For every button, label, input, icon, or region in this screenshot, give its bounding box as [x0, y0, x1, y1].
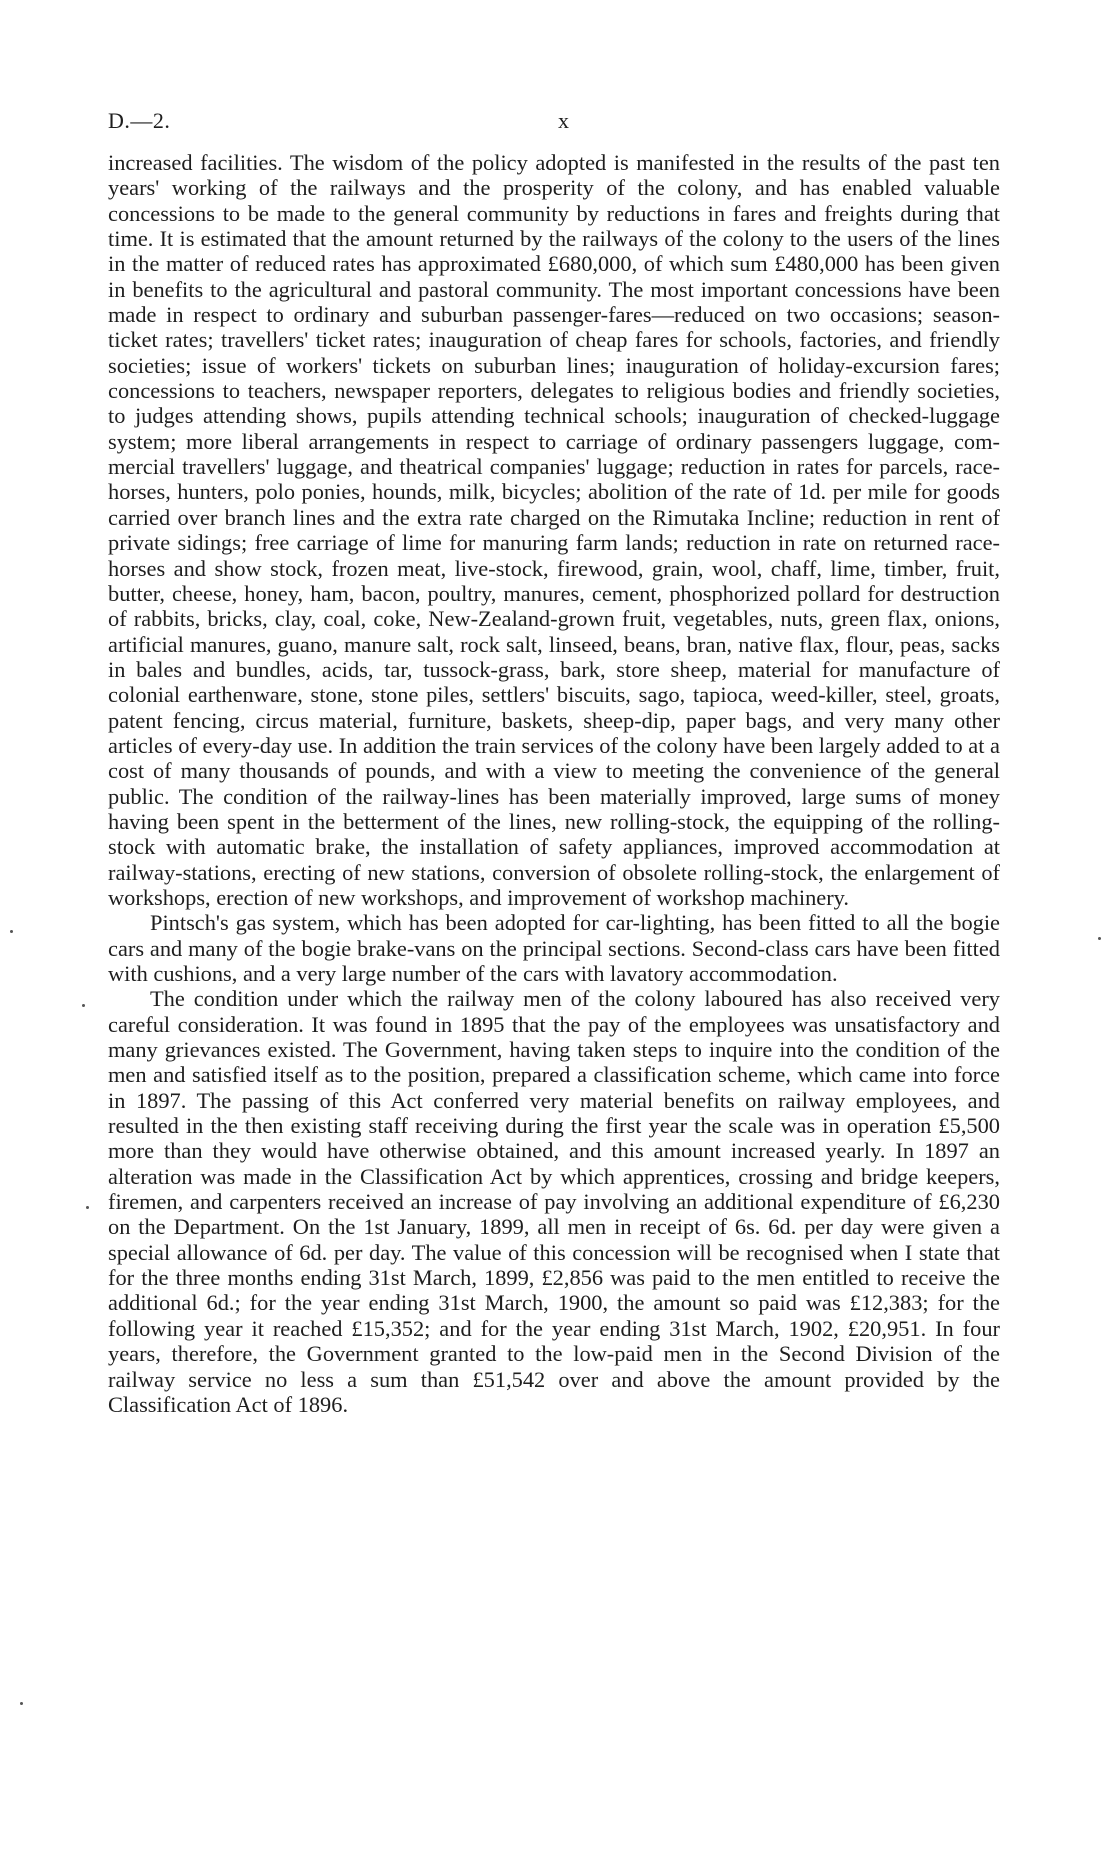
page-header: [108, 108, 1000, 138]
scan-speck: [10, 930, 13, 933]
scan-speck: [20, 1702, 23, 1705]
body-text: [108, 150, 1000, 1417]
document-reference: D.—2.: [108, 108, 171, 133]
scan-speck: [82, 1004, 85, 1007]
paragraph-railway-men: The condition under which the railway men of the colony laboured has also received very careful consideration. It was found in 1895 that the pay of the employees was unsatisfactory and many grievances existed. The Government, having taken steps to inquire into the condition of the men and satisfied itself as to the position, prepared a classification scheme, which came into force in 1897. The passing of this Act conferred very material benefits on railway employees, and resulted in the then existing staff receiving during the first year the scale was in operation £5,500 more than they would have otherwise obtained, and this amount increased yearly. In 1897 an alteration was made in the Classification Act by which apprentices, crossing and bridge keepers, firemen, and carpenters received an increase of pay involving an additional expenditure of £6,230 on the Department. On the 1st January, 1899, all men in receipt of 6s. 6d. per day were given a special allowance of 6d. per day. The value of this concession will be recognised when I state that for the three months ending 31st March, 1899, £2,856 was paid to the men entitled to receive the additional 6d.; for the year ending 31st March, 1900, the amount so paid was £12,383; for the following year it reached £15,352; and for the year ending 31st March, 1902, £20,951. In four years, therefore, the Government granted to the low-paid men in the Second Division of the railway service no less a sum than £51,542 over and above the amount provided by the Classification Act of 1896.: [108, 986, 1000, 1417]
paragraph-car-lighting: Pintsch's gas system, which has been adopted for car-lighting, has been fitted to all the bogie cars and many of the bogie brake-vans on the principal sections. Second-class cars have been fitted with cushions, and a very large number of the cars with lavatory accommodation.: [108, 910, 1000, 986]
scan-speck: [1098, 937, 1101, 940]
paragraph-concessions: increased facilities. The wisdom of the policy adopted is manifested in the results of the past ten years' working of the railways and the prosperity of the colony, and has enabled valuable concessions to be made to the general community by reductions in fares and freights during that time. It is estimated that the amount returned by the railways of the colony to the users of the lines in the matter of reduced rates has approximated £680,000, of which sum £480,000 has been given in benefits to the agricultural and pastoral community. The most important concessions have been made in respect to ordinary and suburban passenger-fares—reduced on two occasions; season-ticket rates; travellers' ticket rates; inauguration of cheap fares for schools, factories, and friendly societies; issue of workers' tickets on suburban lines; inauguration of holiday-excursion fares; concessions to teachers, newspaper reporters, delegates to religious bodies and friendly societies, to judges attending shows, pupils attending technical schools; inauguration of checked-luggage system; more liberal arrangements in respect to carriage of ordinary passengers luggage, commercial travellers' luggage, and theatrical companies' luggage; reduction in rates for parcels, race-horses, hunters, polo ponies, hounds, milk, bicycles; abolition of the rate of 1d. per mile for goods carried over branch lines and the extra rate charged on the Rimutaka Incline; reduction in rent of private sidings; free carriage of lime for manuring farm lands; reduction in rate on returned racehorses and show stock, frozen meat, live-stock, firewood, grain, wool, chaff, lime, timber, fruit, butter, cheese, honey, ham, bacon, poultry, manures, cement, phosphorized pollard for destruction of rabbits, bricks, clay, coal, coke, New-Zealand-grown fruit, vegetables, nuts, green flax, onions, artificial manures, guano, manure salt, rock salt, linseed, beans, bran, native flax, flour, peas, sacks in bales and bundles, acids, tar, tussock-grass, bark, store sheep, material for manufacture of colonial earthenware, stone, stone piles, settlers' biscuits, sago, tapioca, weed-killer, steel, groats, patent fencing, circus material, furniture, baskets, sheep-dip, paper bags, and very many other articles of every-day use. In addition the train services of the colony have been largely added to at a cost of many thousands of pounds, and with a view to meeting the convenience of the general public. The condition of the railway-lines has been materially improved, large sums of money having been spent in the betterment of the lines, new rolling-stock, the equipping of the rolling-stock with automatic brake, the installation of safety appliances, improved accommodation at railway-stations, erecting of new stations, conversion of obsolete rolling-stock, the enlargement of workshops, erection of new workshops, and improvement of workshop machinery.: [108, 150, 1000, 910]
scan-speck: [86, 1206, 89, 1209]
page-number: x: [558, 108, 569, 133]
